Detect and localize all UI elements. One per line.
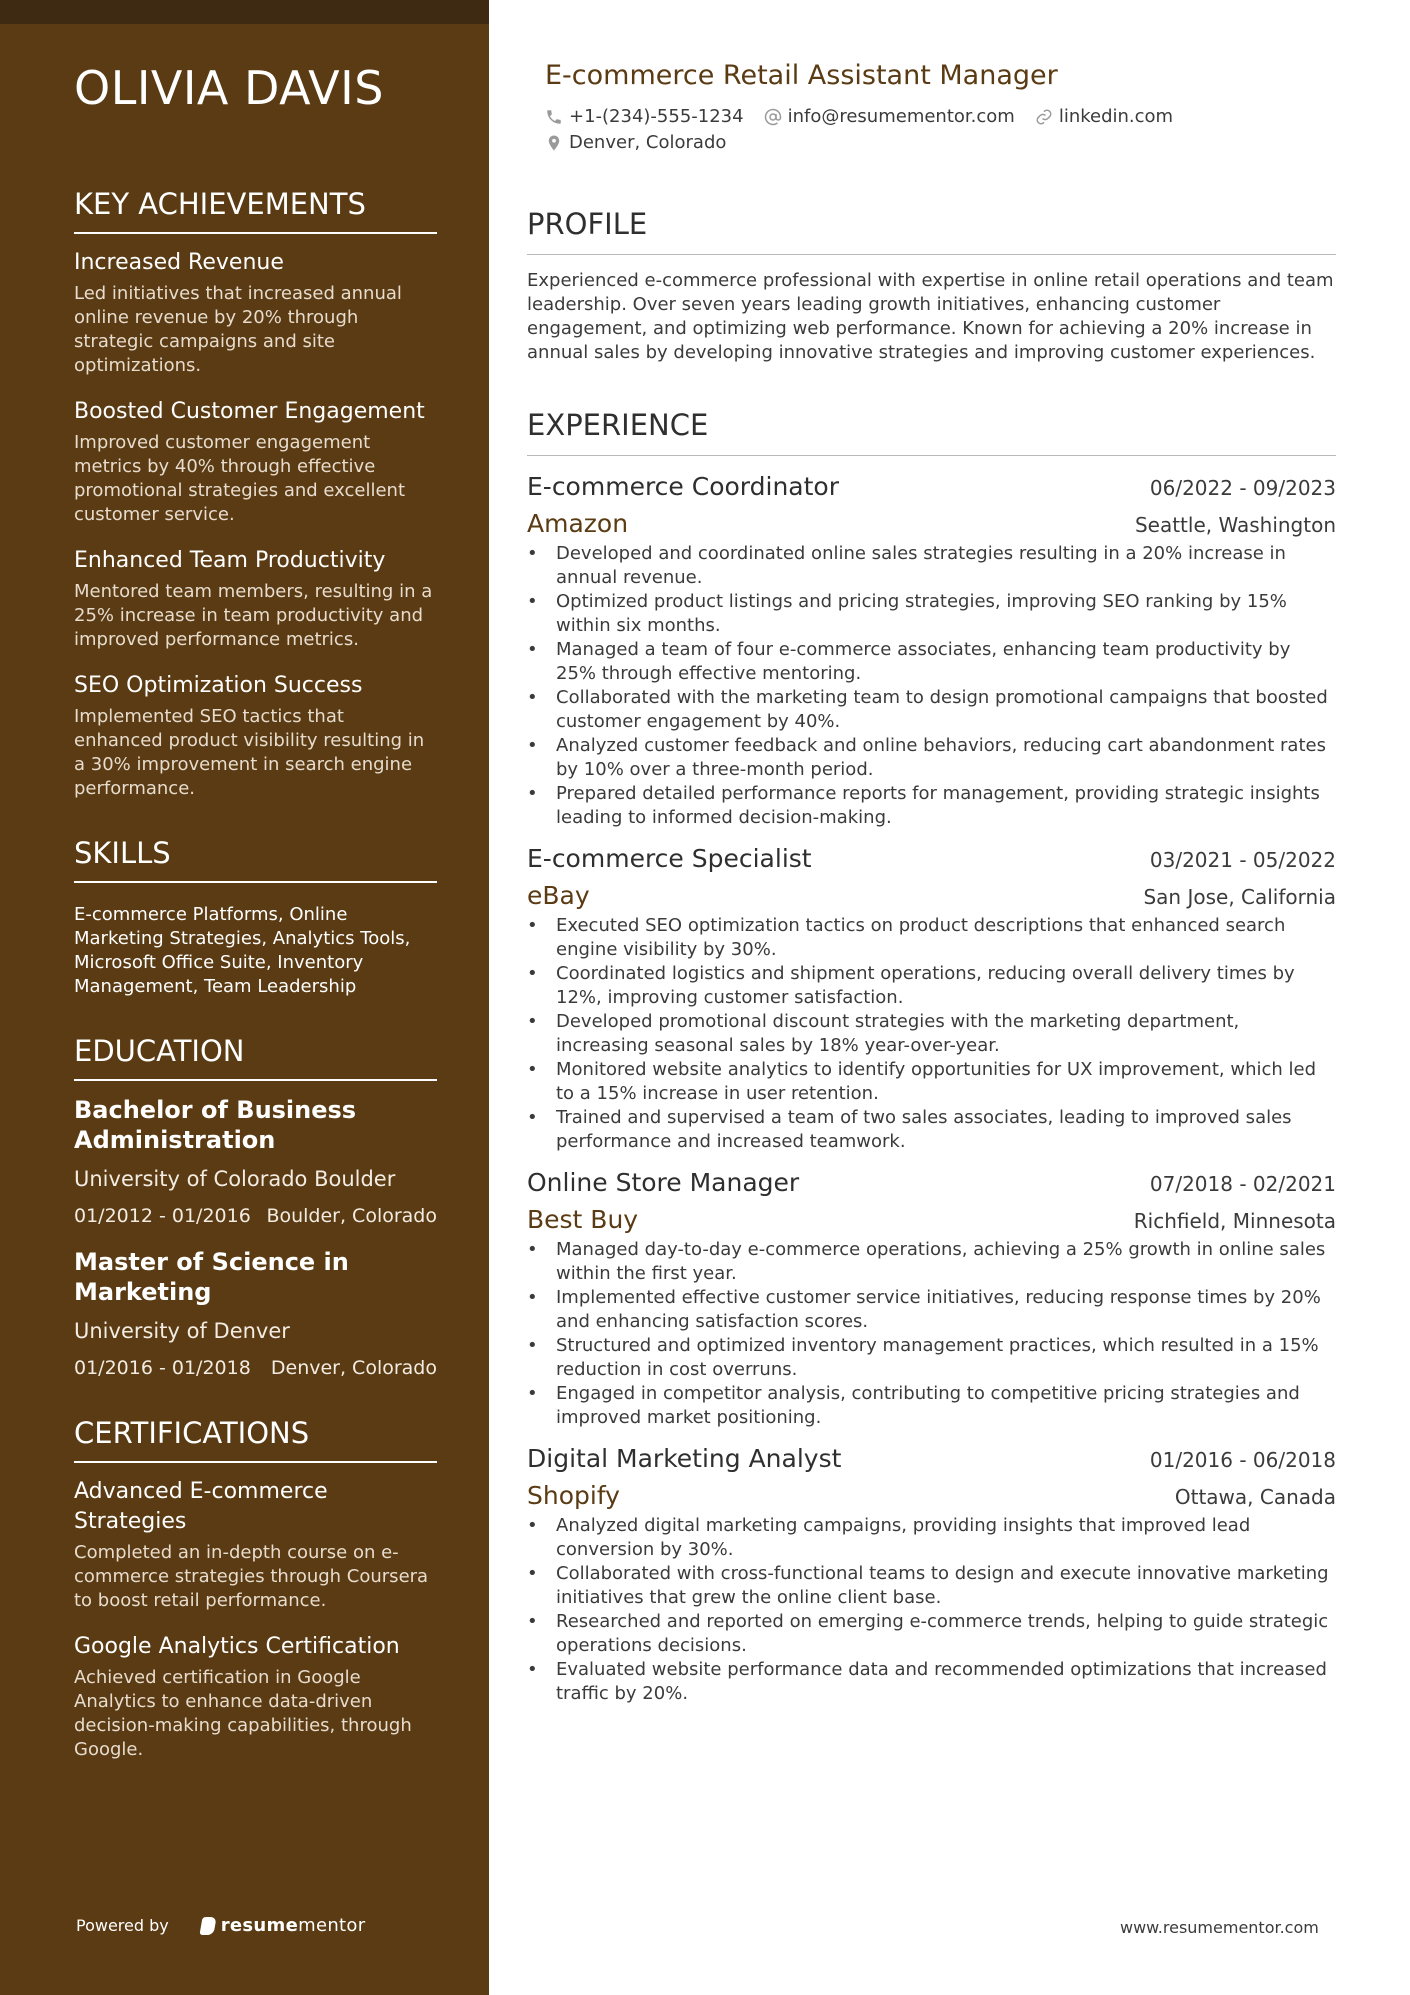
job-dates: 01/2016 - 06/2018 bbox=[1149, 1448, 1336, 1472]
location-text: Denver, Colorado bbox=[569, 132, 727, 153]
skills-text: E-commerce Platforms, Online Marketing Strategies, Analytics Tools, Microsoft Office Suite, Inventory Management, Team Leadership bbox=[74, 904, 411, 997]
job-bullet: • Managed day-to-day e-commerce operations, achieving a 25% growth in online sales within the first year. bbox=[527, 1238, 1336, 1286]
achievement-item bbox=[74, 546, 437, 652]
certifications-section bbox=[74, 1415, 437, 1762]
job-bullets bbox=[527, 1238, 1336, 1430]
certification-item bbox=[74, 1477, 437, 1613]
job-bullet: • Developed promotional discount strategies with the marketing department, increasing seasonal sales by 18% year-over-year. bbox=[527, 1010, 1336, 1058]
achievement-title: SEO Optimization Success bbox=[74, 673, 363, 698]
contact-linkedin[interactable] bbox=[1035, 104, 1173, 130]
job-bullet: • Engaged in competitor analysis, contributing to competitive pricing strategies and improved market positioning. bbox=[527, 1382, 1336, 1430]
job-bullets bbox=[527, 542, 1336, 830]
profile-section bbox=[527, 206, 1336, 365]
job-dates: 03/2021 - 05/2022 bbox=[1149, 848, 1336, 872]
phone-icon bbox=[545, 108, 563, 126]
education-degree: Bachelor of Business Administration bbox=[74, 1096, 357, 1154]
location-pin-icon bbox=[545, 133, 563, 153]
job-bullet: • Researched and reported on emerging e-commerce trends, helping to guide strategic operations decisions. bbox=[527, 1610, 1336, 1658]
powered-by bbox=[76, 1915, 365, 1936]
phone-number: +1-(234)-555-1234 bbox=[569, 106, 744, 127]
company-name: eBay bbox=[527, 881, 590, 910]
job-location: Ottawa, Canada bbox=[1174, 1485, 1336, 1509]
at-sign-icon bbox=[764, 108, 782, 126]
job-entry bbox=[527, 842, 1336, 1154]
sidebar-top-band bbox=[0, 0, 489, 24]
job-location: San Jose, California bbox=[1143, 885, 1336, 909]
achievement-desc: Mentored team members, resulting in a 25% increase in team productivity and improved performance metrics. bbox=[74, 581, 433, 650]
email-address: info@resumementor.com bbox=[787, 106, 1015, 127]
achievement-item bbox=[74, 671, 437, 801]
job-dates: 07/2018 - 02/2021 bbox=[1149, 1172, 1336, 1196]
job-title: E-commerce Coordinator bbox=[527, 472, 839, 501]
company-name: Amazon bbox=[527, 509, 629, 538]
jobs-list bbox=[527, 470, 1336, 1706]
job-bullet: • Analyzed customer feedback and online behaviors, reducing cart abandonment rates by 10% over a three-month period. bbox=[527, 734, 1336, 782]
resumementor-logo[interactable] bbox=[201, 1915, 366, 1936]
achievement-item bbox=[74, 248, 437, 378]
achievement-title: Boosted Customer Engagement bbox=[74, 399, 425, 424]
footer-website[interactable]: www.resumementor.com bbox=[1120, 1918, 1319, 1937]
contact-phone[interactable] bbox=[545, 104, 744, 130]
education-dates: 01/2016 - 01/2018 bbox=[74, 1357, 251, 1379]
achievement-title: Enhanced Team Productivity bbox=[74, 548, 386, 573]
job-bullets bbox=[527, 1514, 1336, 1706]
education-title: EDUCATION bbox=[74, 1033, 437, 1081]
powered-by-label: Powered by bbox=[76, 1916, 169, 1935]
skills-section bbox=[74, 835, 437, 999]
job-title: Digital Marketing Analyst bbox=[527, 1444, 842, 1473]
achievements-title: KEY ACHIEVEMENTS bbox=[74, 186, 437, 234]
achievement-item bbox=[74, 397, 437, 527]
achievements-section bbox=[74, 186, 437, 801]
job-bullet: • Implemented effective customer service initiatives, reducing response times by 20% and enhancing satisfaction scores. bbox=[527, 1286, 1336, 1334]
certifications-title: CERTIFICATIONS bbox=[74, 1415, 437, 1463]
job-bullet: • Trained and supervised a team of two sales associates, leading to improved sales performance and increased teamwork. bbox=[527, 1106, 1336, 1154]
experience-title: EXPERIENCE bbox=[527, 407, 1336, 456]
education-dates: 01/2012 - 01/2016 bbox=[74, 1205, 251, 1227]
education-school: University of Colorado Boulder bbox=[74, 1167, 396, 1191]
job-location: Seattle, Washington bbox=[1134, 513, 1336, 537]
job-title: Online Store Manager bbox=[527, 1168, 800, 1197]
certification-desc: Completed an in-depth course on e-commerce strategies through Coursera to boost retail performance. bbox=[74, 1542, 429, 1611]
job-bullets bbox=[527, 914, 1336, 1154]
job-bullet: • Analyzed digital marketing campaigns, providing insights that improved lead conversion by 30%. bbox=[527, 1514, 1336, 1562]
certification-desc: Achieved certification in Google Analytics to enhance data-driven decision-making capabilities, through Google. bbox=[74, 1667, 412, 1760]
job-entry bbox=[527, 1442, 1336, 1706]
link-icon bbox=[1035, 108, 1053, 126]
sidebar bbox=[0, 0, 489, 1995]
education-section bbox=[74, 1033, 437, 1381]
resumementor-logo-icon bbox=[199, 1917, 216, 1935]
education-item bbox=[74, 1247, 437, 1381]
logo-text-light: mentor bbox=[298, 1915, 366, 1936]
profile-text: Experienced e-commerce professional with expertise in online retail operations and team leadership. Over seven years leading growth initiatives, enhancing customer engagement, and optimizing web performance. Known for achieving a 20% increase in annual sales by developing innovative strategies and improving customer experiences. bbox=[527, 270, 1334, 363]
education-location: Denver, Colorado bbox=[270, 1357, 437, 1379]
job-bullet: • Structured and optimized inventory management practices, which resulted in a 15% reduction in cost overruns. bbox=[527, 1334, 1336, 1382]
job-bullet: • Collaborated with the marketing team to design promotional campaigns that boosted customer engagement by 40%. bbox=[527, 686, 1336, 734]
candidate-name: OLIVIA DAVIS bbox=[74, 61, 384, 115]
job-bullet: • Executed SEO optimization tactics on product descriptions that enhanced search engine visibility by 30%. bbox=[527, 914, 1336, 962]
job-title: E-commerce Specialist bbox=[527, 844, 812, 873]
job-dates: 06/2022 - 09/2023 bbox=[1149, 476, 1336, 500]
company-name: Best Buy bbox=[527, 1205, 639, 1234]
skills-title: SKILLS bbox=[74, 835, 437, 883]
certification-title: Google Analytics Certification bbox=[74, 1634, 400, 1659]
job-bullet: • Prepared detailed performance reports for management, providing strategic insights leading to informed decision-making. bbox=[527, 782, 1336, 830]
job-entry bbox=[527, 1166, 1336, 1430]
job-bullet: • Coordinated logistics and shipment operations, reducing overall delivery times by 12%, improving customer satisfaction. bbox=[527, 962, 1336, 1010]
certification-title: Advanced E-commerce Strategies bbox=[74, 1479, 328, 1534]
job-bullet: • Evaluated website performance data and recommended optimizations that increased traffic by 20%. bbox=[527, 1658, 1336, 1706]
profile-title: PROFILE bbox=[527, 206, 1336, 255]
job-bullet: • Developed and coordinated online sales strategies resulting in a 20% increase in annual revenue. bbox=[527, 542, 1336, 590]
education-item bbox=[74, 1095, 437, 1229]
experience-section bbox=[527, 407, 1336, 1706]
linkedin-url: linkedin.com bbox=[1058, 106, 1174, 127]
job-bullet: • Collaborated with cross-functional teams to design and execute innovative marketing initiatives that grew the online client base. bbox=[527, 1562, 1336, 1610]
contact-location bbox=[545, 130, 726, 156]
job-bullet: • Optimized product listings and pricing strategies, improving SEO ranking by 15% within six months. bbox=[527, 590, 1336, 638]
contact-email[interactable] bbox=[764, 104, 1015, 130]
achievements-list bbox=[74, 248, 437, 801]
main-content bbox=[527, 58, 1336, 1718]
education-degree: Master of Science in Marketing bbox=[74, 1248, 349, 1306]
certification-item bbox=[74, 1632, 437, 1762]
achievement-desc: Implemented SEO tactics that enhanced product visibility resulting in a 30% improvement in search engine performance. bbox=[74, 706, 425, 799]
achievement-desc: Led initiatives that increased annual online revenue by 20% through strategic campaigns and site optimizations. bbox=[74, 283, 402, 376]
job-location: Richfield, Minnesota bbox=[1133, 1209, 1336, 1233]
job-headline: E-commerce Retail Assistant Manager bbox=[545, 60, 1058, 91]
job-bullet: • Managed a team of four e-commerce associates, enhancing team productivity by 25% through effective mentoring. bbox=[527, 638, 1336, 686]
job-bullet: • Monitored website analytics to identify opportunities for UX improvement, which led to a 15% increase in user retention. bbox=[527, 1058, 1336, 1106]
job-entry bbox=[527, 470, 1336, 830]
education-location: Boulder, Colorado bbox=[266, 1205, 437, 1227]
contact-info bbox=[545, 104, 1336, 156]
achievement-desc: Improved customer engagement metrics by 40% through effective promotional strategies and excellent customer service. bbox=[74, 432, 406, 525]
education-school: University of Denver bbox=[74, 1319, 290, 1343]
logo-text-bold: resume bbox=[220, 1915, 299, 1936]
achievement-title: Increased Revenue bbox=[74, 250, 284, 275]
company-name: Shopify bbox=[527, 1481, 620, 1510]
